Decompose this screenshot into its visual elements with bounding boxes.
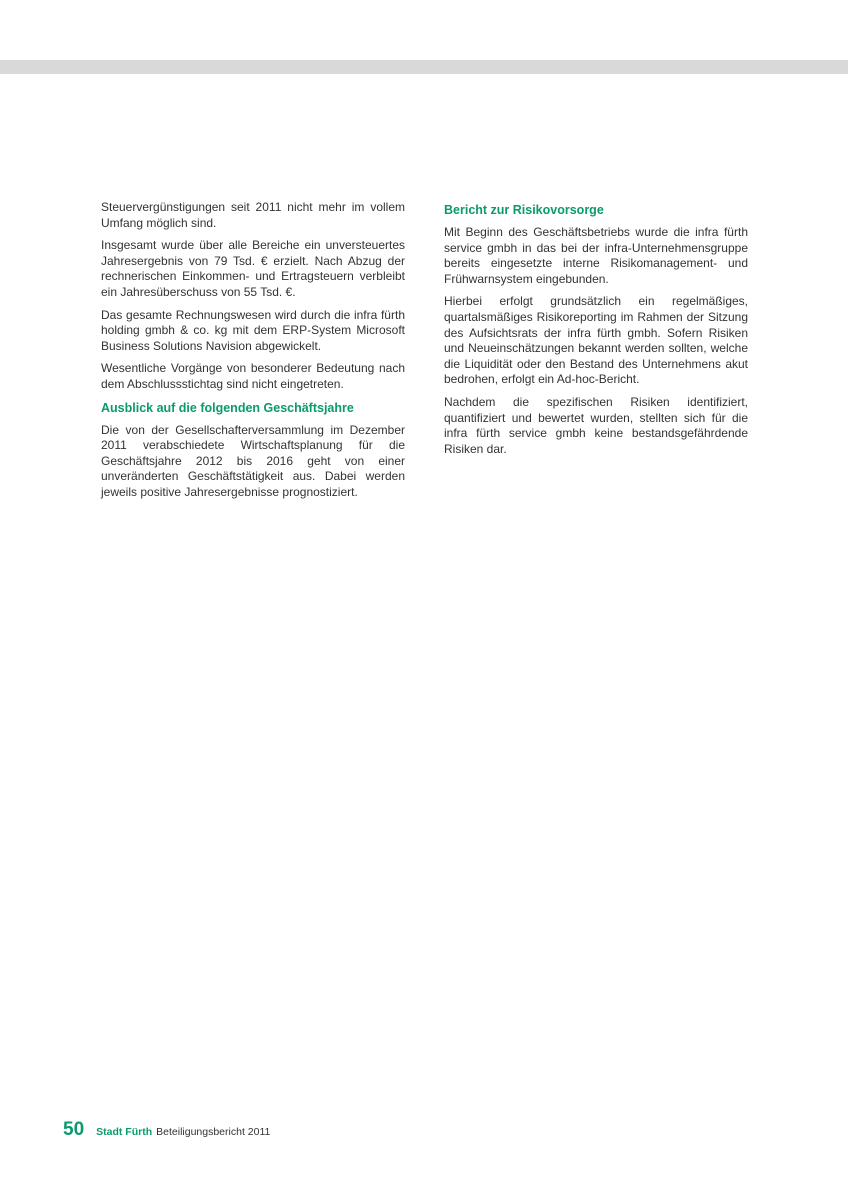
page-number: 50: [63, 1119, 85, 1140]
page-footer: [63, 1119, 270, 1143]
header-band: [0, 60, 848, 74]
footer-report-title: Beteiligungsbericht 2011: [156, 1126, 271, 1138]
paragraph-subsequent-events: Wesentliche Vorgänge von besonderer Bedeutung nach dem Abschlussstichtag sind nicht eingetreten.: [101, 361, 405, 391]
paragraph-accounting: Das gesamte Rechnungswesen wird durch die infra fürth holding gmbh & co. kg mit dem ERP-System Microsoft Business Solutions Navision abgewickelt.: [101, 307, 405, 353]
paragraph-tax-benefits: Steuervergünstigungen seit 2011 nicht mehr im vollem Umfang möglich sind.: [101, 200, 405, 230]
paragraph-risk-reporting: Hierbei erfolgt grundsätzlich ein regelmäßiges, quartalsmäßiges Risikoreporting im Rahmen der Sitzung des Aufsichtsrats der infra fürth gmbh. Sofern Risiken und Neueinschätzungen bekannt werden sollten, welche die Liquidität oder den Bestand des Unternehmens akut bedrohen, erfolgt ein Ad-hoc-Bericht.: [444, 294, 748, 387]
paragraph-risk-assessment: Nachdem die spezifischen Risiken identifiziert, quantifiziert und bewertet wurden, stellten sich für die infra fürth service gmbh keine bestandsgefährdende Risiken dar.: [444, 394, 748, 456]
paragraph-annual-result: Insgesamt wurde über alle Bereiche ein unversteuertes Jahresergebnis von 79 Tsd. € erzielt. Nach Abzug der rechnerischen Einkommen- und Ertragsteuern verbleibt ein Jahresüberschuss von 55 Tsd. €.: [101, 238, 405, 299]
right-column: [444, 200, 748, 464]
section-heading-outlook: Ausblick auf die folgenden Geschäftsjahre: [101, 400, 354, 415]
left-column: [101, 200, 405, 508]
paragraph-risk-system: Mit Beginn des Geschäftsbetriebs wurde die infra fürth service gmbh in das bei der infra-Unternehmensgruppe bereits eingesetzte interne Risikomanagement- und Frühwarnsystem eingebunden.: [444, 225, 748, 286]
section-heading-risk-report: Bericht zur Risikovorsorge: [444, 203, 604, 217]
paragraph-outlook: Die von der Gesellschafterversammlung im Dezember 2011 verabschiedete Wirtschaftsplanung für die Geschäftsjahre 2012 bis 2016 geht von einer unveränderten Geschäftstätigkeit aus. Dabei werden jeweils positive Jahresergebnisse prognostiziert.: [101, 422, 405, 499]
footer-city: Stadt Fürth: [96, 1126, 153, 1138]
